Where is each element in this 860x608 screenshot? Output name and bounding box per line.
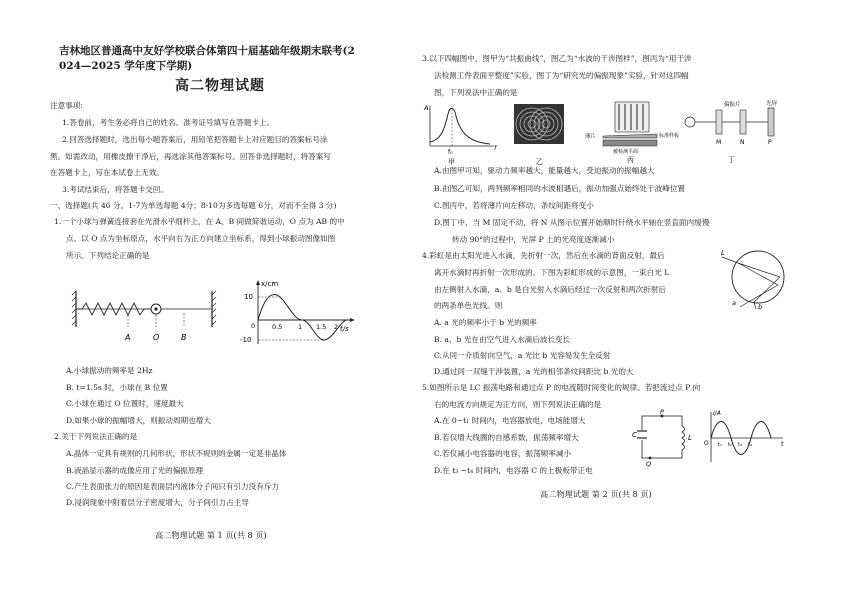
fig-bing-tested: 被检测平面 [613, 149, 639, 155]
q4-option-b: B. a、b 光在由空气进入水滴后波长变长 [434, 335, 571, 344]
page-footer-right: 高二物理试题 第 2 页(共 8 页) [540, 489, 652, 499]
t-axis-unit: t/s [340, 325, 349, 333]
q1-option-c: C.小球在通过 O 位置时，速度最大 [66, 399, 184, 408]
point-q-label: Q [646, 460, 652, 468]
exam-title-line2: 024—2025 学年度下学期) [59, 60, 193, 72]
q3-option-d-line1: D.图丁中，当 M 固定不动，将 N 从图示位置开始顺时针绕水平轴在竖直面内缓慢 [434, 218, 710, 227]
t2-label: t₂ [728, 442, 732, 448]
x-tick-2: 2 [334, 323, 339, 331]
t4-label: t₄ [748, 442, 752, 448]
capacitor-label: C [632, 431, 637, 439]
fig-jia-f0: f₀ [448, 149, 453, 156]
ray-a-label: a [732, 299, 736, 307]
q4-stem-line1: 4.彩虹是由太阳光进入水滴，先折射一次，然后在水滴的背面反射，最后 [422, 251, 665, 260]
fig-jia-caption: 甲 [448, 158, 455, 166]
i-axis-label: i/A [713, 410, 721, 417]
current-time-graph [703, 408, 787, 466]
q3-option-c: C.图丙中，若将薄片向左移动，条纹间距将变小 [434, 201, 594, 210]
q5-option-c: C.若仅减小电容器的电容，振荡频率减小 [434, 449, 572, 458]
note-2-line1: 2.回答选择题时，选出每小题答案后，用铅笔把答题卡上对应题目的答案标号涂 [62, 135, 328, 144]
fig-jia-axis-f: f [494, 144, 497, 152]
point-a-label: A [125, 333, 131, 342]
fig-bing-caption: 丙 [627, 156, 634, 164]
q4-option-a: A. a 光的频率小于 b 光的频率 [434, 318, 537, 327]
polarization-figure [682, 100, 782, 164]
point-o-label: O [153, 333, 160, 342]
x-axis-unit: x/cm [261, 280, 279, 288]
q3-stem-line3: 图，下列说法中正确的是 [434, 88, 518, 97]
water-droplet-figure [720, 245, 788, 309]
fig-ding-p: P [768, 139, 772, 146]
q2-option-b: B.液晶显示器的成像应用了光的偏振原理 [66, 466, 204, 475]
thin-film-figure [585, 100, 680, 164]
fig-bing-standard: 标准样板 [659, 133, 680, 139]
q2-option-d: D.浸润现象中附着层分子密度增大，分子间引力占主导 [66, 498, 249, 507]
exam-subtitle: 高二物理试题 [175, 78, 265, 94]
y-tick-pos: 10 [244, 293, 253, 301]
x-tick-1: 1 [298, 323, 303, 331]
q4-stem-line2: 离开水滴时再折射一次形成的。下图为彩虹形成的示意图，一束白光 L [434, 268, 670, 277]
q3-option-d-line2: 转动 90°的过程中，光屏 P 上的光亮度逐渐减小 [452, 235, 615, 244]
q1-stem-line3: 所示。下列结论正确的是 [66, 251, 150, 260]
page-footer-left: 高二物理试题 第 1 页(共 8 页) [155, 530, 267, 540]
t1-label: t₁ [718, 442, 722, 448]
ray-b-label: b [758, 303, 763, 311]
point-p-label: P [660, 408, 664, 416]
note-1: 1.答卷前，考生务必将自己的姓名、准考证号填写在答题卡上。 [62, 118, 275, 127]
resonance-curve-figure [422, 102, 502, 166]
q2-stem: 2.关于下列说法正确的是 [54, 432, 138, 441]
fig-ding-polarizer: 偏振片 [724, 102, 741, 108]
displacement-time-graph [240, 278, 360, 348]
light-l-label: L [721, 249, 725, 257]
note-2-line3: 在答题卡上，写在本试卷上无效。 [50, 168, 164, 177]
fig-ding-screen: 光屏 [766, 101, 778, 107]
q5-stem-line1: 5.如图所示是 LC 振荡电路和通过点 P 的电流随时间变化的规律。若把流过点 P 向 [422, 383, 701, 392]
y-tick-neg: -10 [240, 336, 252, 344]
t-axis-label: t [781, 441, 784, 448]
point-b-label: B [181, 333, 187, 342]
fig-bing-film: 薄片 [585, 134, 597, 140]
note-2-line2: 黑。如需改动，用橡皮擦干净后，再选涂其他答案标号。回答非选择题时，将答案写 [50, 152, 331, 161]
fig-ding-n: N [740, 139, 745, 146]
q4-option-d: D.通过同一双缝干涉装置，a 光的相邻条纹间距比 b 光的大 [434, 367, 634, 376]
q4-stem-line4: 的两条单色光线。则 [434, 301, 503, 310]
q1-option-d: D.如果小球的振幅增大，则振动周期也增大 [66, 416, 211, 425]
q3-stem-line2: 法检测工件表面平整度”实验，图丁为“研究光的偏振现象”实验，针对这四幅 [434, 71, 689, 80]
origin-o-label: O [704, 440, 709, 447]
fig-jia-axis-a: A [424, 104, 429, 112]
q5-option-d: D.在 t₃ ~t₄ 时间内，电容器 C 的上极板带正电 [434, 466, 593, 475]
q3-option-b: B.由图乙可知，两列频率相同的水波相遇后，振动加强点始终处于波峰位置 [434, 184, 685, 193]
fig-ding-caption: 丁 [728, 156, 735, 164]
fig-yi-caption: 乙 [536, 158, 543, 166]
wave-interference-figure [510, 102, 570, 166]
origin-label: 0 [251, 322, 256, 330]
exam-title-line1: 吉林地区普通高中友好学校联合体第四十届基础年级期末联考(2 [59, 45, 355, 57]
q1-option-a: A.小球振动的频率是 2Hz [66, 366, 153, 375]
q5-option-b: B.若仅增大线圈的自感系数，振荡频率增大 [434, 433, 579, 442]
q2-option-a: A.晶体一定具有规则的几何形状，形状不规则的金属一定是非晶体 [66, 449, 287, 458]
t3-label: t₃ [738, 442, 742, 448]
q2-option-c: C.产生表面张力的原因是表面层内液体分子间只有引力没有斥力 [66, 482, 279, 491]
q4-option-c: C.从同一介质射向空气，a 光比 b 光容易发生全反射 [434, 351, 611, 360]
q5-stem-line2: 右的电流方向规定为正方向，则下列说法正确的是 [434, 400, 602, 409]
q3-stem-line1: 3.以下四幅图中，图甲为“共振曲线”，图乙为“水波的干涉图样”，图丙为“用干涉 [422, 54, 692, 63]
x-tick-05: 0.5 [272, 323, 283, 331]
lc-circuit-figure [632, 410, 692, 466]
fig-ding-m: M [716, 139, 722, 146]
q5-option-a: A.在 0~t₁ 时间内，电容器放电，电场能增大 [434, 416, 586, 425]
q4-stem-line3: 由左侧射入水滴，a、b 是白光射入水滴后经过一次反射和两次折射后 [434, 285, 667, 294]
x-tick-15: 1.5 [316, 323, 327, 331]
q1-stem-line1: 1.一个小球与弹簧连接套在光滑水平细杆上，在 A、B 间做简谐运动，O 点为 AB 的中 [54, 217, 345, 226]
q1-option-b: B. t=1.5s 时，小球在 B 位置 [66, 383, 168, 392]
section-heading: 一、选择题(共 46 分。1-7为单选每题 4分；8-10为多选每题 6分，对而不全得 3 分) [50, 201, 337, 210]
note-3: 3.考试结束后，将答题卡交回。 [62, 185, 168, 194]
spring-oscillator-figure [72, 285, 222, 347]
notes-heading: 注意事项: [50, 101, 83, 110]
q3-option-a: A.由图甲可知，驱动力频率越大，能量越大，受迫振动的振幅越大 [434, 166, 655, 175]
q1-stem-line2: 点。以 O 点为坐标原点，水平向右为正方向建立坐标系，得到小球振动图像如图 [66, 234, 336, 243]
inductor-label: L [688, 434, 692, 442]
